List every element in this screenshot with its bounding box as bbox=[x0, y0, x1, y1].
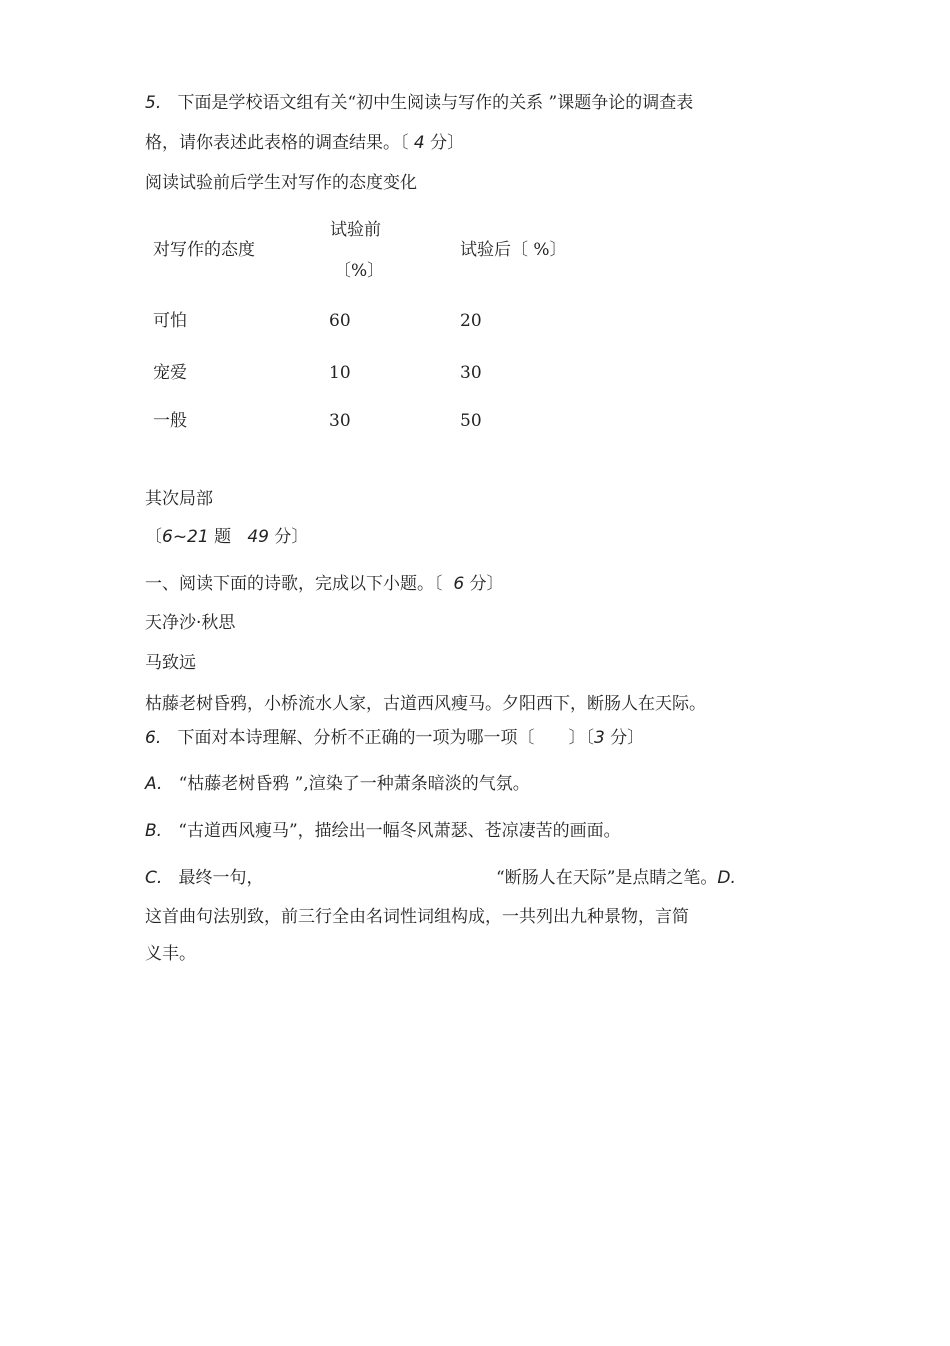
part2-bracket-open: 〔 bbox=[145, 527, 162, 547]
q6-score: 3 bbox=[593, 728, 605, 748]
section1-score-unit: 分〕 bbox=[469, 574, 504, 594]
row-1-attitude: 可怕 bbox=[153, 311, 187, 331]
row-1-after: 20 bbox=[460, 311, 482, 331]
option-a-text: “枯藤老树昏鸦 ”,渲染了一种萧条暗淡的气氛。 bbox=[178, 774, 530, 794]
table-caption: 阅读试验前后学生对写作的态度变化 bbox=[145, 173, 417, 193]
q5-line1 bbox=[145, 91, 693, 115]
poem-author: 马致远 bbox=[145, 653, 196, 673]
part2-question-label: 题 bbox=[214, 527, 232, 547]
section1-instruction bbox=[145, 572, 504, 596]
part2-score: 49 bbox=[247, 527, 269, 547]
option-b-text: “古道西风瘦马”，描绘出一幅冬风萧瑟、苍凉凄苦的画面。 bbox=[178, 821, 621, 841]
row-2-attitude: 宠爱 bbox=[153, 363, 187, 383]
q5-score-unit: 分〕 bbox=[430, 133, 465, 153]
option-a-label: A. bbox=[145, 774, 163, 794]
q5-text-line1: 下面是学校语文组有关“初中生阅读与写作的关系 ”课题争论的调查表 bbox=[177, 93, 694, 113]
q6-option-d-line2: 义丰。 bbox=[145, 944, 196, 964]
section1-score: 6 bbox=[453, 574, 465, 594]
header-before: 试验前 bbox=[330, 220, 381, 240]
q6-option-c bbox=[145, 866, 264, 890]
part2-question-range: 6~21 bbox=[162, 527, 209, 547]
section1-text: 一、阅读下面的诗歌，完成以下小题。〔 bbox=[145, 574, 443, 594]
q6-stem-bracket: 〕〔 bbox=[568, 728, 594, 748]
q6-answer-blank bbox=[534, 728, 568, 748]
poem-title: 天净沙·秋思 bbox=[145, 613, 236, 633]
option-c-text-part2: “断肠人在天际”是点睛之笔。 bbox=[496, 868, 718, 888]
row-3-before: 30 bbox=[329, 411, 351, 431]
q6-stem bbox=[145, 726, 644, 750]
option-c-label: C. bbox=[145, 868, 163, 888]
poem-text: 枯藤老树昏鸦，小桥流水人家，古道西风瘦马。夕阳西下，断肠人在天际。 bbox=[145, 694, 706, 714]
q5-number: 5. bbox=[145, 93, 162, 113]
q6-option-a bbox=[145, 772, 530, 796]
part2-score-unit: 分〕 bbox=[274, 527, 309, 547]
q6-option-c-cont bbox=[496, 866, 736, 890]
q5-text-line2: 格，请你表述此表格的调查结果。〔 bbox=[145, 133, 409, 153]
q6-stem-text: 下面对本诗理解、分析不正确的一项为哪一项〔 bbox=[177, 728, 535, 748]
option-b-label: B. bbox=[145, 821, 163, 841]
q5-line2 bbox=[145, 131, 464, 155]
q5-score: 4 bbox=[413, 133, 425, 153]
header-after: 试验后〔 %〕 bbox=[460, 240, 567, 260]
option-c-text-part1: 最终一句， bbox=[178, 868, 264, 888]
option-d-label: D. bbox=[717, 868, 736, 888]
row-2-after: 30 bbox=[460, 363, 482, 383]
row-2-before: 10 bbox=[329, 363, 351, 383]
part2-range bbox=[145, 525, 308, 549]
q6-option-b bbox=[145, 819, 621, 843]
q6-score-unit: 分〕 bbox=[610, 728, 645, 748]
row-3-after: 50 bbox=[460, 411, 482, 431]
row-3-attitude: 一般 bbox=[153, 411, 187, 431]
header-before-unit: 〔%〕 bbox=[334, 261, 385, 281]
row-1-before: 60 bbox=[329, 311, 351, 331]
header-attitude: 对写作的态度 bbox=[153, 240, 255, 260]
q6-number: 6. bbox=[145, 728, 162, 748]
part2-title: 其次局部 bbox=[145, 489, 213, 509]
q6-option-d-line1: 这首曲句法别致，前三行全由名词性词组构成，一共列出九种景物，言简 bbox=[145, 907, 689, 927]
